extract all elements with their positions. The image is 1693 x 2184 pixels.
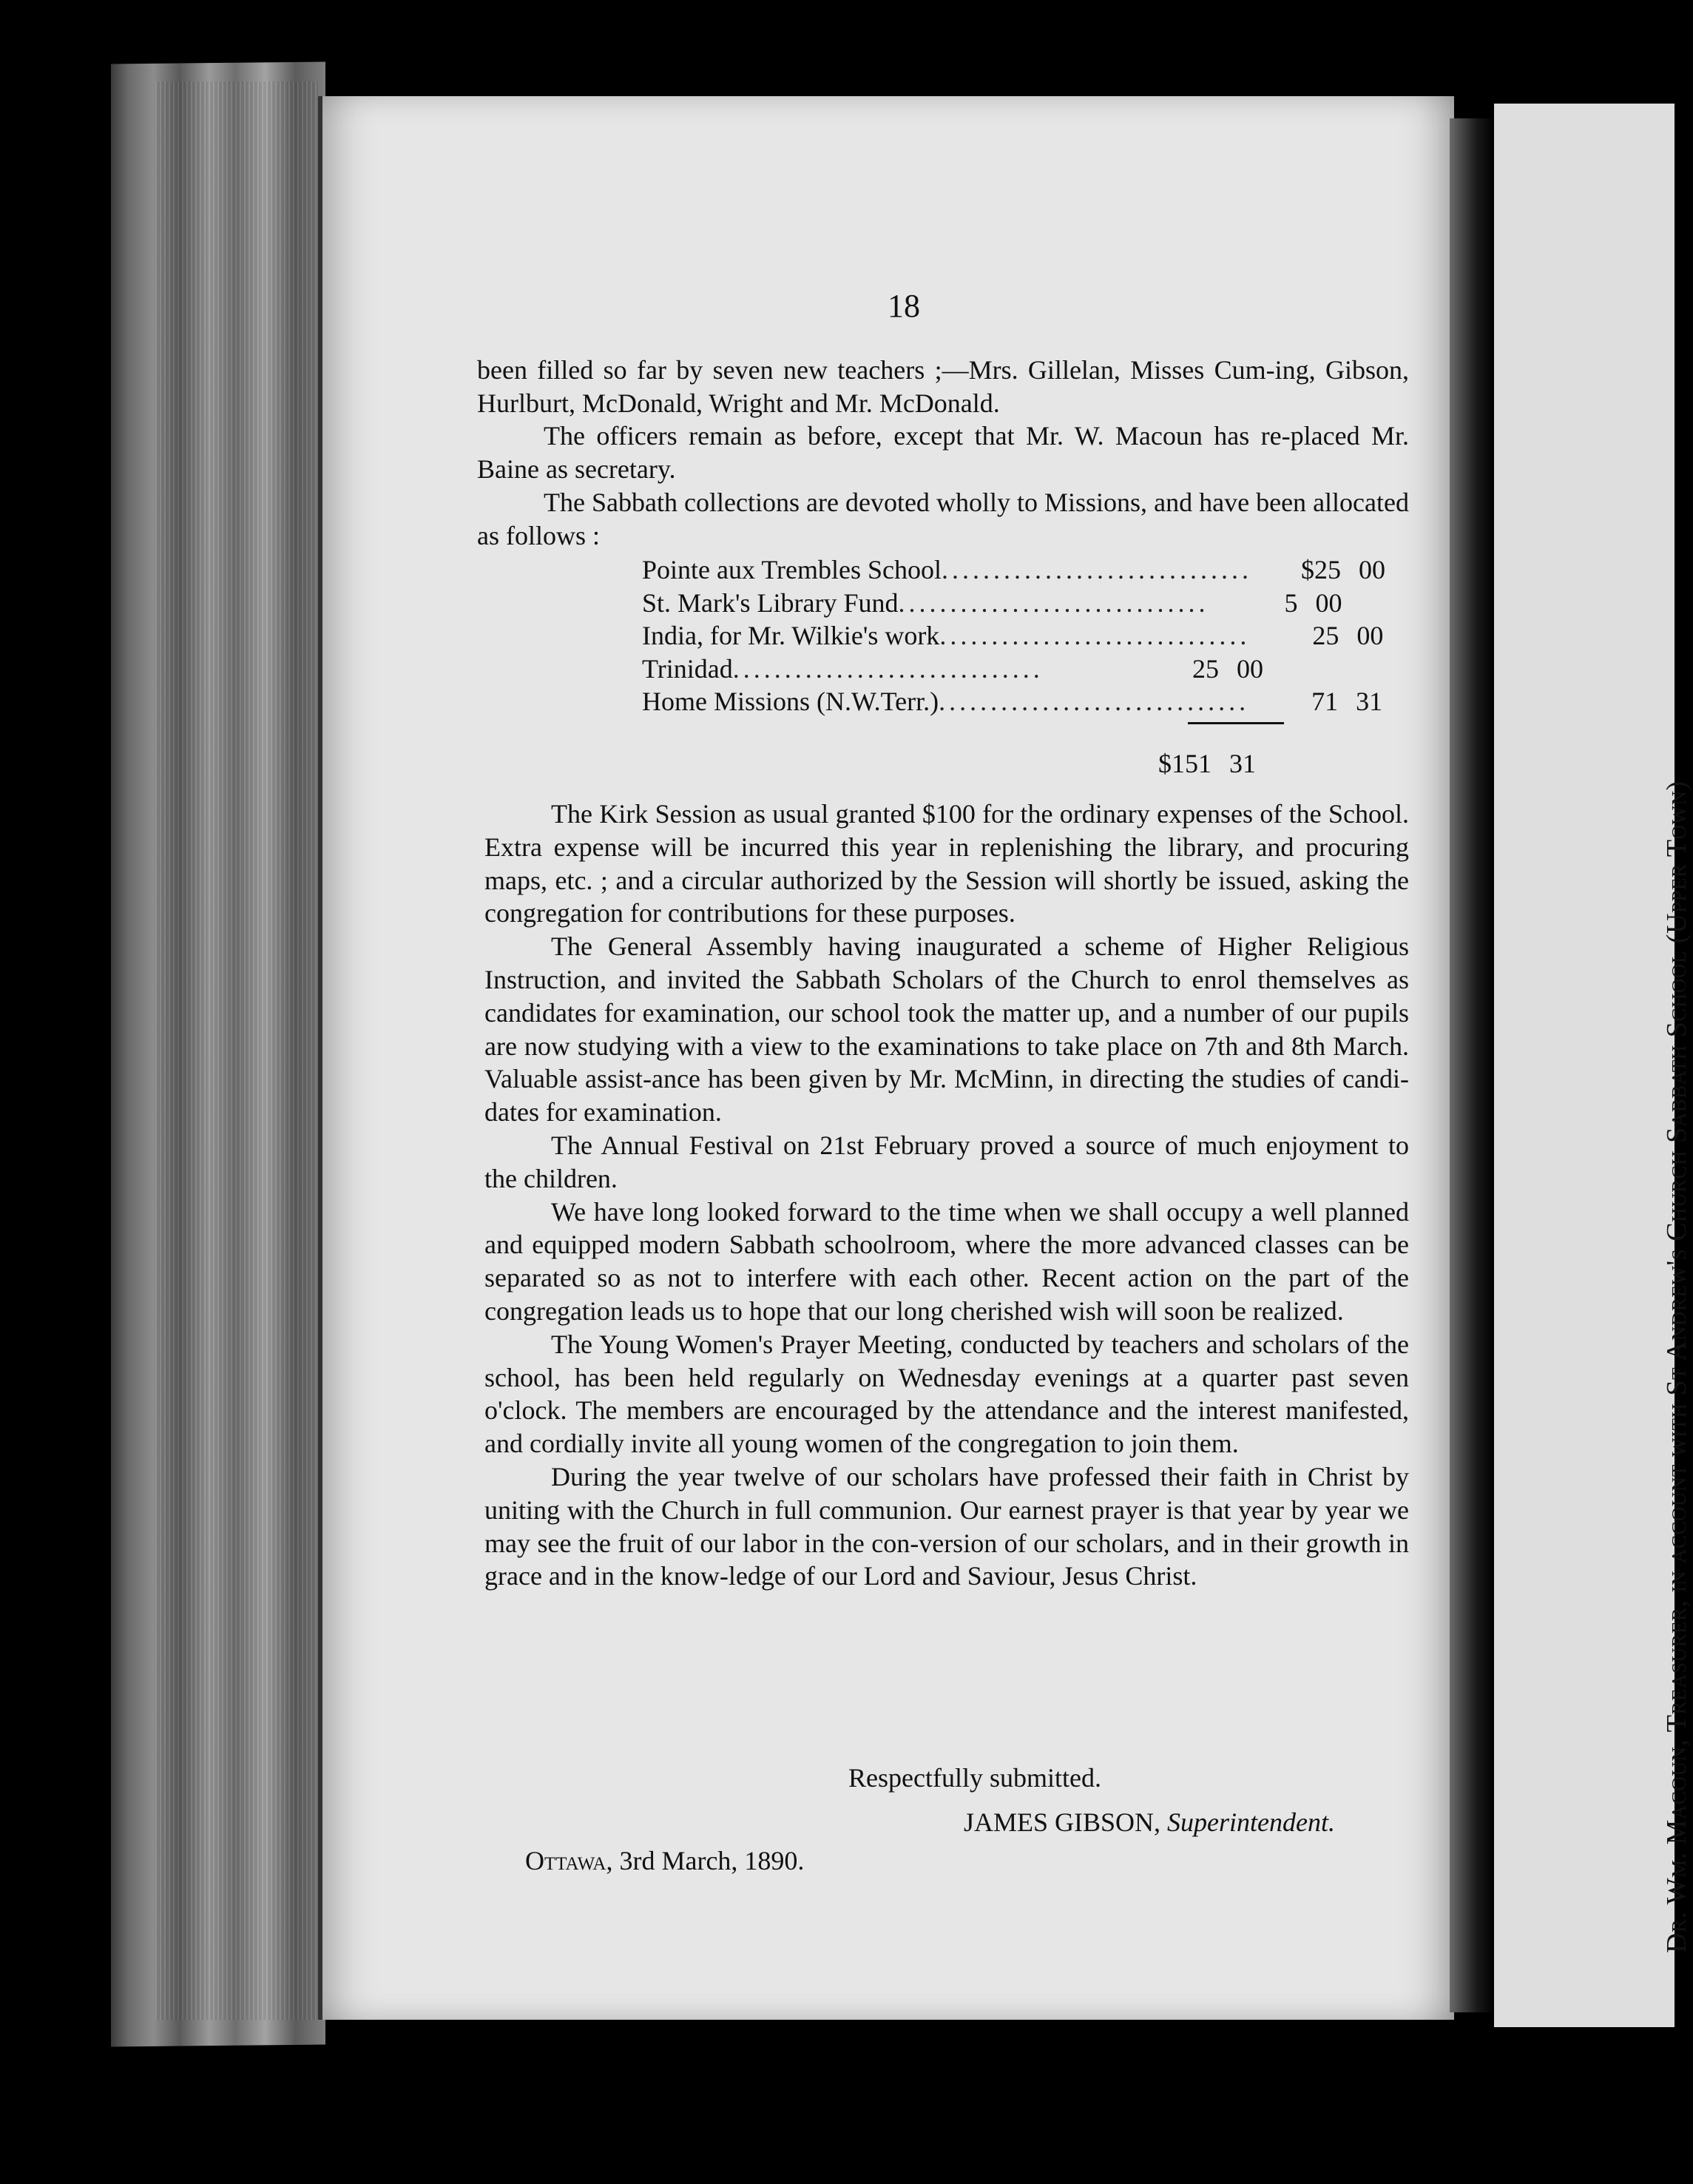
- allocation-dollars: $25: [1301, 555, 1342, 584]
- book-gutter: [1450, 118, 1494, 2012]
- allocation-label: India, for Mr. Wilkie's work: [642, 621, 940, 650]
- facing-page: [1494, 104, 1675, 2027]
- page-number: 18: [888, 288, 920, 324]
- allocation-label: Trinidad: [642, 653, 733, 684]
- allocation-row: [642, 587, 1342, 620]
- allocation-cents: 00: [1237, 653, 1263, 684]
- allocation-dollars: 5: [1284, 587, 1298, 618]
- paragraph: The Kirk Session as usual granted $100 for the ordinary expenses of the School. Extra expense will be incurred this year in replenishing the library, and procuring maps, etc. ; and a circular authorized by the Session will shortly be issued, asking the congregation for contributions for these purposes.: [484, 799, 1409, 928]
- paragraph: The Sabbath collections are devoted wholly to Missions, and have been allocated as follows :: [477, 487, 1409, 550]
- paragraph: been filled so far by seven new teachers ;—Mrs. Gillelan, Misses Cum-ing, Gibson, Hurlburt, McDonald, Wright and Mr. McDonald.: [477, 355, 1409, 418]
- place-date: [525, 1845, 804, 1876]
- dot-leader: ..............................: [732, 653, 1044, 684]
- date: 3rd March, 1890.: [619, 1846, 805, 1875]
- paragraph: The Annual Festival on 21st February proved a source of much enjoyment to the children.: [484, 1130, 1409, 1193]
- paragraph: The Young Women's Prayer Meeting, conducted by teachers and scholars of the school, has been held regularly on Wednesday evenings at a quarter past seven o'clock. The members are encouraged by the attendance and the interest manifested, and cordially invite all young women of the congregation to join them.: [484, 1329, 1409, 1459]
- total-dollars: $151: [1158, 749, 1212, 778]
- allocation-label: Home Missions (N.W.Terr.): [642, 687, 939, 716]
- allocation-cents: 31: [1356, 687, 1383, 716]
- paragraph: The General Assembly having inaugurated a scheme of Higher Religious Instruction, and invited the Sabbath Scholars of the Church to enrol themselves as candidates for examination, our school took the matter up, and a number of our pupils are now studying with a view to the examinations to take place on 7th and 8th March. Valuable assist-ance has been given by Mr. McMinn, in directing the studies of candi-dates for examination.: [484, 931, 1409, 1128]
- dot-leader: ..............................: [898, 587, 1209, 618]
- place: Ottawa,: [525, 1846, 613, 1875]
- page-edge-texture: [155, 81, 318, 2020]
- closing-line: Respectfully submitted.: [848, 1763, 1101, 1793]
- report-body: [484, 798, 1409, 1593]
- total-rule: [1188, 722, 1284, 724]
- allocation-dollars: 25: [1312, 621, 1339, 650]
- allocation-row: [642, 619, 1384, 653]
- allocation-label: Pointe aux Trembles School: [642, 555, 942, 584]
- allocation-row: [642, 685, 1383, 718]
- dot-leader: ..............................: [939, 687, 1250, 716]
- signature: [964, 1807, 1335, 1838]
- signature-name: JAMES GIBSON,: [964, 1807, 1161, 1837]
- signature-title: Superintendent.: [1167, 1807, 1335, 1837]
- allocation-cents: 00: [1356, 621, 1384, 650]
- paragraph: During the year twelve of our scholars have professed their faith in Christ by uniting with the Church in full communion. Our earnest prayer is that year by year we may see the fruit of our labor in the con-version of our scholars, and in their growth in grace and in the know-ledge of our Lord and Saviour, Jesus Christ.: [484, 1461, 1409, 1591]
- allocation-total: [1034, 747, 1256, 781]
- allocation-cents: 00: [1315, 587, 1342, 618]
- dot-leader: ..............................: [942, 555, 1253, 584]
- allocation-cents: 00: [1359, 555, 1386, 584]
- paragraph: We have long looked forward to the time when we shall occupy a well planned and equipped modern Sabbath schoolroom, where the more advanced classes can be separated so as not to interfere with each other. Recent action on the part of the congregation leads us to hope that our long cherished wish will soon be realized.: [484, 1196, 1409, 1326]
- allocation-row: [642, 553, 1386, 587]
- allocation-row: [642, 653, 1263, 686]
- dot-leader: ..............................: [939, 621, 1251, 650]
- opening-text: [477, 354, 1409, 552]
- total-cents: 31: [1229, 749, 1256, 778]
- allocation-dollars: 71: [1311, 687, 1339, 716]
- paragraph: The officers remain as before, except that Mr. W. Macoun has re-placed Mr. Baine as secretary.: [477, 421, 1409, 485]
- allocation-label: St. Mark's Library Fund: [642, 587, 899, 618]
- allocation-dollars: 25: [1192, 653, 1219, 684]
- facing-page-heading: Dr. Wm. Macoun, Treasurer, in account with St Andrew's Church Sabbath School (Upper Town): [1661, 781, 1692, 1953]
- allocation-table: [642, 553, 1386, 778]
